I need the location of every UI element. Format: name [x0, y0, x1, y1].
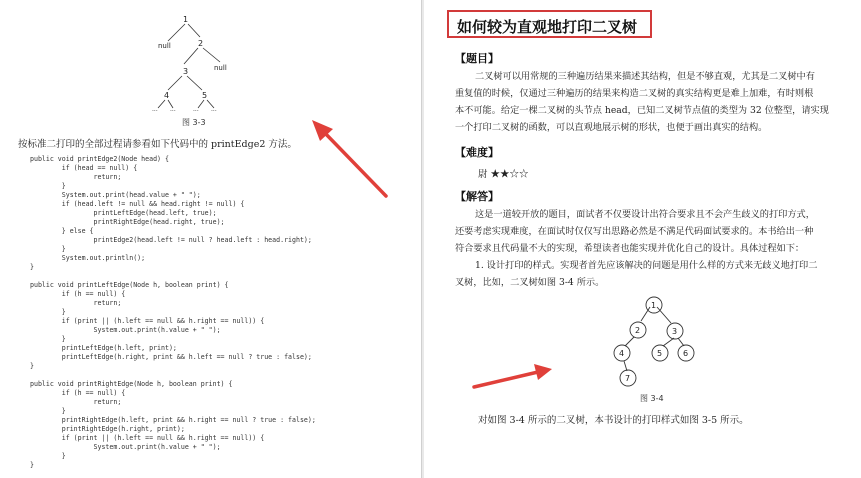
paragraph-line: 这是一道较开放的题目，面试者不仅要设计出符合要求且不会产生歧义的打印方式， — [475, 209, 815, 220]
tree-node: 1 — [183, 15, 189, 24]
closing-text: 对如图 3-4 所示的二叉树，本书设计的打印样式如图 3-5 所示。 — [478, 415, 749, 426]
code-line: System.out.print(h.value + " "); — [30, 326, 221, 334]
title-highlight-box — [447, 10, 652, 38]
section-heading-solution: 【解答】 — [455, 190, 499, 203]
tree-node: 4 — [619, 349, 625, 358]
tree-node: 1 — [651, 301, 657, 310]
paragraph-line: 还要考虑实现难度，在面试时仅仅写出思路必然是不满足代码面试要求的。本书给出一种 — [455, 226, 814, 237]
paragraph-line: 符合要求且代码量不大的实现，希望读者也能实现并优化自己的设计。具体过程如下： — [455, 243, 805, 254]
paragraph-line: 二叉树可以用常规的三种遍历结果来描述其结构，但是不够直观，尤其是二叉树中有 — [475, 71, 815, 82]
paragraph-line: 重复值的时候，仅通过三种遍历的结果来构造二叉树的真实结构更是难上加难，有时则根 — [455, 88, 814, 99]
paragraph-line: 一个打印二叉树的函数，可以直观地展示树的形状，也便于画出真实的结构。 — [455, 122, 768, 133]
code-line: } — [30, 335, 66, 343]
code-line: public void printRightEdge(Node h, boolean print) { — [30, 380, 233, 388]
code-line: return; — [30, 398, 122, 406]
code-line: } — [30, 461, 34, 469]
tree-node: 6 — [683, 349, 689, 358]
page-title: 如何较为直观地打印二叉树 — [457, 18, 638, 36]
code-line: } — [30, 362, 34, 370]
section-heading-problem: 【题目】 — [455, 52, 499, 65]
left-page — [0, 0, 421, 478]
code-line: printRightEdge(h.left, print && h.right == null ? true : false); — [30, 416, 316, 424]
code-line: printLeftEdge(h.left, print); — [30, 344, 177, 352]
paragraph-line: 本不可能。给定一棵二叉树的头节点 head，已知二叉树节点值的类型为 32 位整型，请实现 — [455, 105, 829, 116]
tree-node: 3 — [672, 327, 678, 336]
tree-node: 5 — [657, 349, 663, 358]
code-line: } — [30, 182, 66, 190]
tree-ellipsis: ... — [152, 106, 158, 112]
code-line: } else { — [30, 227, 94, 235]
code-line: public void printEdge2(Node head) { — [30, 155, 169, 163]
red-arrow-icon — [474, 364, 552, 387]
code-line: System.out.println(); — [30, 254, 146, 262]
code-line: if (head.left != null && head.right != null) { — [30, 200, 245, 208]
code-line: if (h == null) { — [30, 290, 126, 298]
code-line: } — [30, 308, 66, 316]
problem-paragraph — [455, 68, 829, 136]
code-line: printRightEdge(head.right, true); — [30, 218, 225, 226]
code-line: } — [30, 452, 66, 460]
section-heading-difficulty: 【难度】 — [455, 146, 499, 159]
page-gutter — [421, 0, 424, 478]
tree-node: 2 — [635, 326, 641, 335]
tree-node: 7 — [625, 374, 631, 383]
tree-null-label: null — [214, 64, 227, 72]
code-line: if (print || (h.left == null && h.right == null)) { — [30, 317, 265, 325]
tree-node: 4 — [164, 91, 170, 100]
difficulty-rating: 尉 ★★☆☆ — [478, 169, 529, 180]
code-line: public void printLeftEdge(Node h, boolean print) { — [30, 281, 229, 289]
code-line: printRightEdge(h.right, print); — [30, 425, 185, 433]
code-line: System.out.print(h.value + " "); — [30, 443, 221, 451]
code-line — [30, 272, 316, 281]
tree-figure-3-3 — [140, 10, 250, 112]
code-line: if (print || (h.left == null && h.right == null)) { — [30, 434, 265, 442]
tree-node: 5 — [202, 91, 208, 100]
code-line: if (h == null) { — [30, 389, 126, 397]
code-line: } — [30, 245, 66, 253]
tree-null-label: null — [158, 42, 171, 50]
tree-node: 3 — [183, 67, 189, 76]
intro-text: 按标准二打印的全部过程请参看如下代码中的 printEdge2 方法。 — [18, 139, 297, 150]
tree-node: 2 — [198, 39, 204, 48]
code-line: return; — [30, 299, 122, 307]
code-line: printLeftEdge(head.left, true); — [30, 209, 217, 217]
solution-paragraph — [455, 206, 817, 291]
figure-caption: 图 3-4 — [640, 394, 664, 403]
code-line: } — [30, 263, 34, 271]
code-line: System.out.print(head.value + " "); — [30, 191, 201, 199]
code-line: } — [30, 407, 66, 415]
tree-figure-3-4 — [600, 292, 700, 392]
paragraph-line: 叉树，比如，二叉树如图 3-4 所示。 — [455, 277, 605, 288]
code-line: printLeftEdge(h.right, print && h.left == null ? true : false); — [30, 353, 312, 361]
tree-ellipsis: ... — [170, 106, 176, 112]
code-line: return; — [30, 173, 122, 181]
code-block — [30, 155, 316, 470]
tree-ellipsis: ... — [211, 106, 217, 112]
code-line — [30, 371, 316, 380]
tree-ellipsis: ... — [193, 106, 199, 112]
figure-caption: 图 3-3 — [182, 118, 206, 127]
code-line: printEdge2(head.left != null ? head.left : head.right); — [30, 236, 312, 244]
code-line: if (head == null) { — [30, 164, 138, 172]
paragraph-line: 1. 设计打印的样式。实现者首先应该解决的问题是用什么样的方式来无歧义地打印二 — [475, 260, 818, 271]
